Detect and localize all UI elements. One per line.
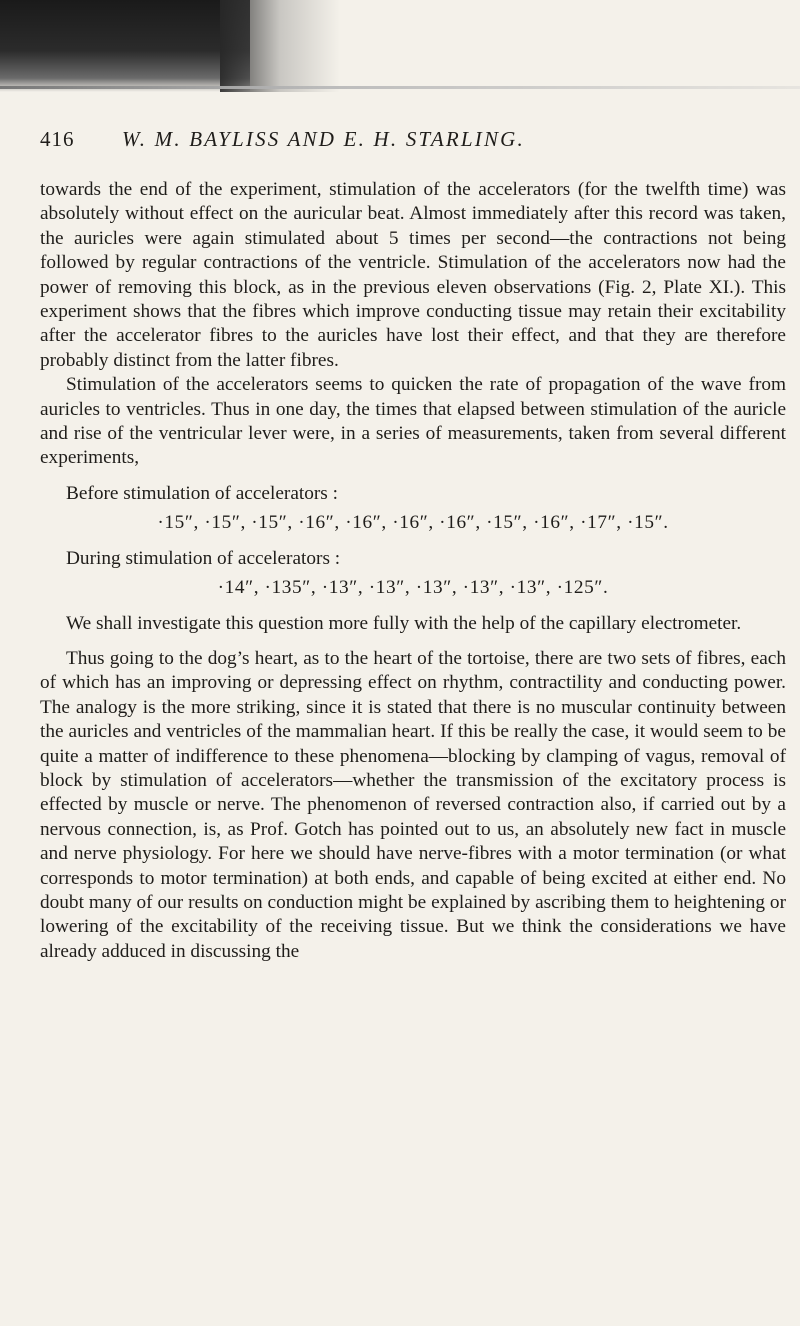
scan-edge-line — [0, 86, 800, 89]
paragraph-continuation: towards the end of the experiment, stimulation of the accelerators (for the twelfth time) was absolutely without effect on the auricular beat. Almost immediately after this record was taken, the auricles were again stimulated about 5 times per second—the contractions not being followed by regular contractions of the ventricle. Stimulation of the accelerators now had the power of removing this block, as in the previous eleven observations (Fig. 2, Plate XI.). This experiment shows that the fibres which improve conducting tissue may retain their excitability after the accelerator fibres to the auricles have lost their effect, and that they are therefore probably distinct from the latter fibres. — [40, 179, 786, 371]
paragraph-electrometer: We shall investigate this question more fully with the help of the capillary electrometer. — [66, 612, 742, 634]
paragraph-dogs-heart: Thus going to the dog’s heart, as to the heart of the tortoise, there are two sets of fibres, each of which has an improving or depressing effect on rhythm, contractility and conducting power. The analogy is the more striking, since it is stated that there is no muscular continuity between the auricles and ventricles of the mammalian heart. If this be really the case, it would seem to be quite a matter of indifference to these phenomena—blocking by clamping of vagus, removal of block by stimulation of accelerators—whether the transmission of the excitatory process is effected by muscle or nerve. The phenomenon of reversed contraction also, if carried out by a nervous connection, is, as Prof. Gotch has pointed out to us, an absolutely new fact in muscle and nerve physiology. For here we should have nerve-fibres with a motor termination (or what corresponds to motor termination) at both ends, and capable of being excited at either end. No doubt many of our results on conduction might be explained by ascribing them to heightening or lowering of the excitability of the receiving tissue. But we think the considerations we have already adduced in discussing the — [40, 647, 786, 962]
scan-shadow — [0, 0, 250, 92]
before-stimulation-values: ·15″, ·15″, ·15″, ·16″, ·16″, ·16″, ·16″, ·15″, ·16″, ·17″, ·15″. — [157, 512, 669, 534]
during-stimulation-label: During stimulation of accelerators : — [66, 547, 341, 569]
during-stimulation-values: ·14″, ·135″, ·13″, ·13″, ·13″, ·13″, ·13″, ·125″. — [217, 577, 609, 599]
body-text — [40, 178, 786, 964]
scan-shadow-fade — [220, 0, 340, 92]
page-header — [40, 124, 780, 154]
paragraph-propagation: Stimulation of the accelerators seems to quicken the rate of propagation of the wave from auricles to ventricles. Thus in one day, the times that elapsed between stimulation of the auricle and rise of the ventricular lever were, in a series of measurements, taken from several different experiments, — [40, 374, 786, 469]
before-stimulation-label: Before stimulation of accelerators : — [66, 482, 338, 504]
page-number: 416 — [40, 127, 75, 151]
running-head: W. M. BAYLISS AND E. H. STARLING. — [122, 127, 525, 151]
